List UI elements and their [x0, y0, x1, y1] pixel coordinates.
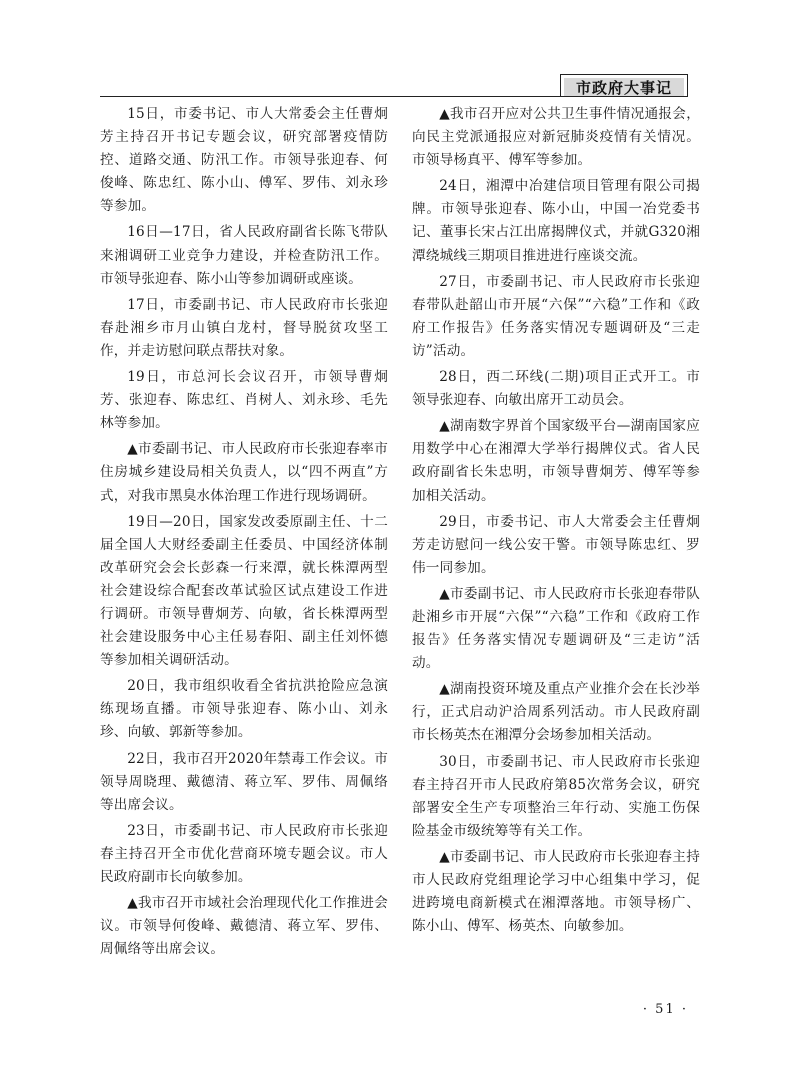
paragraph: 15日，市委书记、市人大常委会主任曹炯芳主持召开书记专题会议，研究部署疫情防控、道路交通、防汛工作。市领导张迎春、何俊峰、陈忠红、陈小山、傅军、罗伟、刘永珍等参加。 — [100, 106, 388, 215]
paragraph: 20日，我市组织收看全省抗洪抢险应急演练现场直播。市领导张迎春、陈小山、刘永珍、向敏、郭新等参加。 — [100, 678, 388, 741]
paragraph: 16日—17日，省人民政府副省长陈飞带队来湘调研工业竞争力建设，并检查防汛工作。市领导张迎春、陈小山等参加调研或座谈。 — [100, 224, 388, 287]
section-title: 市政府大事记 — [564, 78, 684, 96]
paragraph: 24日，湘潭中冶建信项目管理有限公司揭牌。市领导张迎春、陈小山，中国一冶党委书记、董事长宋占江出席揭牌仪式，并就G320湘潭绕城线三期项目推进进行座谈交流。 — [412, 178, 700, 264]
paragraph: 23日，市委副书记、市人民政府市长张迎春主持召开全市优化营商环境专题会议。市人民政府副市长向敏参加。 — [100, 822, 388, 885]
paragraph: ▲市委副书记、市人民政府市长张迎春主持市人民政府党组理论学习中心组集中学习，促进跨境电商新模式在湘潭落地。市领导杨广、陈小山、傅军、杨英杰、向敏参加。 — [412, 848, 700, 935]
paragraph: 22日，我市召开2020年禁毒工作会议。市领导周晓理、戴德清、蒋立军、罗伟、周佩络等出席会议。 — [100, 750, 388, 813]
paragraph: ▲湖南投资环境及重点产业推介会在长沙举行，正式启动沪洽周系列活动。市人民政府副市长杨英杰在湘潭分会场参加相关活动。 — [412, 681, 700, 744]
left-column — [100, 103, 388, 961]
paragraph: ▲我市召开市域社会治理现代化工作推进会议。市领导何俊峰、戴德清、蒋立军、罗伟、周佩络等出席会议。 — [100, 895, 388, 958]
right-column — [412, 103, 700, 938]
paragraph: 17日，市委副书记、市人民政府市长张迎春赴湘乡市月山镇白龙村，督导脱贫攻坚工作，并走访慰问联点帮扶对象。 — [100, 296, 388, 359]
paragraph: 29日，市委书记、市人大常委会主任曹炯芳走访慰问一线公安干警。市领导陈忠红、罗伟一同参加。 — [412, 513, 700, 576]
paragraph: 28日，西二环线(二期)项目正式开工。市领导张迎春、向敏出席开工动员会。 — [412, 369, 700, 409]
paragraph: ▲市委副书记、市人民政府市长张迎春率市住房城乡建设局相关负责人，以“四不两直”方式，对我市黑臭水体治理工作进行现场调研。 — [100, 441, 388, 504]
page-number: · 51 · — [642, 1002, 688, 1017]
paragraph: ▲市委副书记、市人民政府市长张迎春带队赴湘乡市开展“六保”“六稳”工作和《政府工作报告》任务落实情况专题调研及“三走访”活动。 — [412, 585, 700, 672]
paragraph: ▲我市召开应对公共卫生事件情况通报会，向民主党派通报应对新冠肺炎疫情有关情况。市领导杨真平、傅军等参加。 — [412, 106, 700, 169]
paragraph: 19日—20日，国家发改委原副主任、十二届全国人大财经委副主任委员、中国经济体制改革研究会会长彭森一行来潭，就长株潭两型社会建设综合配套改革试验区试点建设工作进行调研。市领导曹炯芳、向敏，省长株潭两型社会建设服务中心主任易春阳、副主任刘怀德等参加相关调研活动。 — [100, 513, 388, 669]
section-tag — [560, 74, 688, 96]
paragraph: 19日，市总河长会议召开，市领导曹炯芳、张迎春、陈忠红、肖树人、刘永珍、毛先林等参加。 — [100, 369, 388, 432]
paragraph: 27日，市委副书记、市人民政府市长张迎春带队赴韶山市开展“六保”“六稳”工作和《政府工作报告》任务落实情况专题调研及“三走访”活动。 — [412, 273, 700, 359]
paragraph: ▲湖南数字界首个国家级平台—湖南国家应用数学中心在湘潭大学举行揭牌仪式。省人民政府副省长朱忠明，市领导曹炯芳、傅军等参加相关活动。 — [412, 418, 700, 504]
paragraph: 30日，市委副书记、市人民政府市长张迎春主持召开市人民政府第85次常务会议，研究部署安全生产专项整治三年行动、实施工伤保险基金市级统筹等有关工作。 — [412, 753, 700, 839]
